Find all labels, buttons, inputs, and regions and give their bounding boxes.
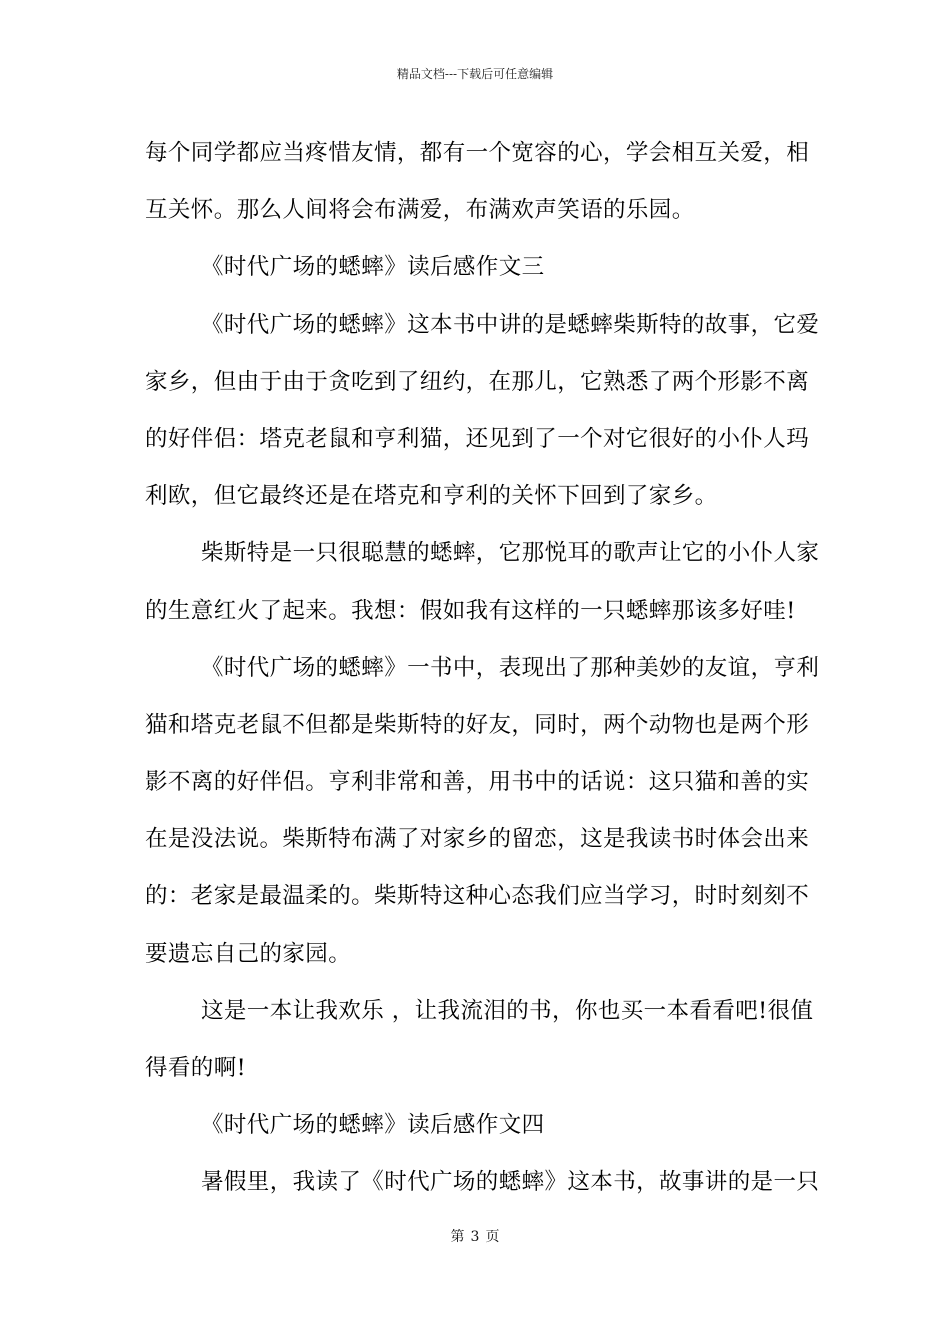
text-line: 的好伴侣：塔克老鼠和亨利猫，还见到了一个对它很好的小仆人玛: [145, 425, 810, 452]
text-line: 这是一本让我欢乐 ，让我流泪的书，你也买一本看看吧!很值: [201, 997, 814, 1024]
text-line: 《时代广场的蟋蟀》这本书中讲的是蟋蟀柴斯特的故事，它爱: [201, 311, 820, 338]
text-line: 每个同学都应当疼惜友情，都有一个宽容的心，学会相互关爱，相: [145, 140, 810, 166]
document-body: [145, 129, 820, 1216]
text-line: 得看的啊!: [145, 1055, 247, 1081]
text-line: 柴斯特是一只很聪慧的蟋蟀，它那悦耳的歌声让它的小仆人家: [201, 540, 820, 567]
text-line: 的生意红火了起来。我想：假如我有这样的一只蟋蟀那该多好哇!: [145, 597, 796, 624]
text-line: 猫和塔克老鼠不但都是柴斯特的好友，同时，两个动物也是两个形: [145, 711, 810, 738]
page-label-suffix: 页: [485, 1229, 500, 1245]
page-footer: [0, 1228, 950, 1246]
text-line: 互关怀。那么人间将会布满爱，布满欢声笑语的乐园。: [145, 197, 695, 224]
section-heading: 《时代广场的蟋蟀》读后感作文四: [201, 1112, 545, 1139]
text-line: 在是没法说。柴斯特布满了对家乡的留恋，这是我读书时体会出来: [145, 826, 810, 853]
page-number: 3: [470, 1229, 480, 1245]
text-line: 的：老家是最温柔的。柴斯特这种心态我们应当学习，时时刻刻不: [145, 883, 810, 910]
text-line: 家乡，但由于由于贪吃到了纽约，在那儿，它熟悉了两个形影不离: [145, 368, 810, 395]
section-heading: 《时代广场的蟋蟀》读后感作文三: [201, 254, 545, 281]
text-line: 影不离的好伴侣。亨利非常和善，用书中的话说：这只猫和善的实: [145, 769, 810, 796]
text-line: 利欧，但它最终还是在塔克和亨利的关怀下回到了家乡。: [145, 483, 718, 510]
text-line: 《时代广场的蟋蟀》一书中，表现出了那种美妙的友谊，亨利: [201, 654, 820, 681]
text-line: 暑假里，我读了《时代广场的蟋蟀》这本书，故事讲的是一只: [201, 1169, 820, 1196]
text-line: 要遗忘自己的家园。: [145, 940, 352, 967]
page-label-prefix: 第: [450, 1229, 465, 1245]
page-header: 精品文档---下载后可任意编辑: [396, 67, 554, 81]
